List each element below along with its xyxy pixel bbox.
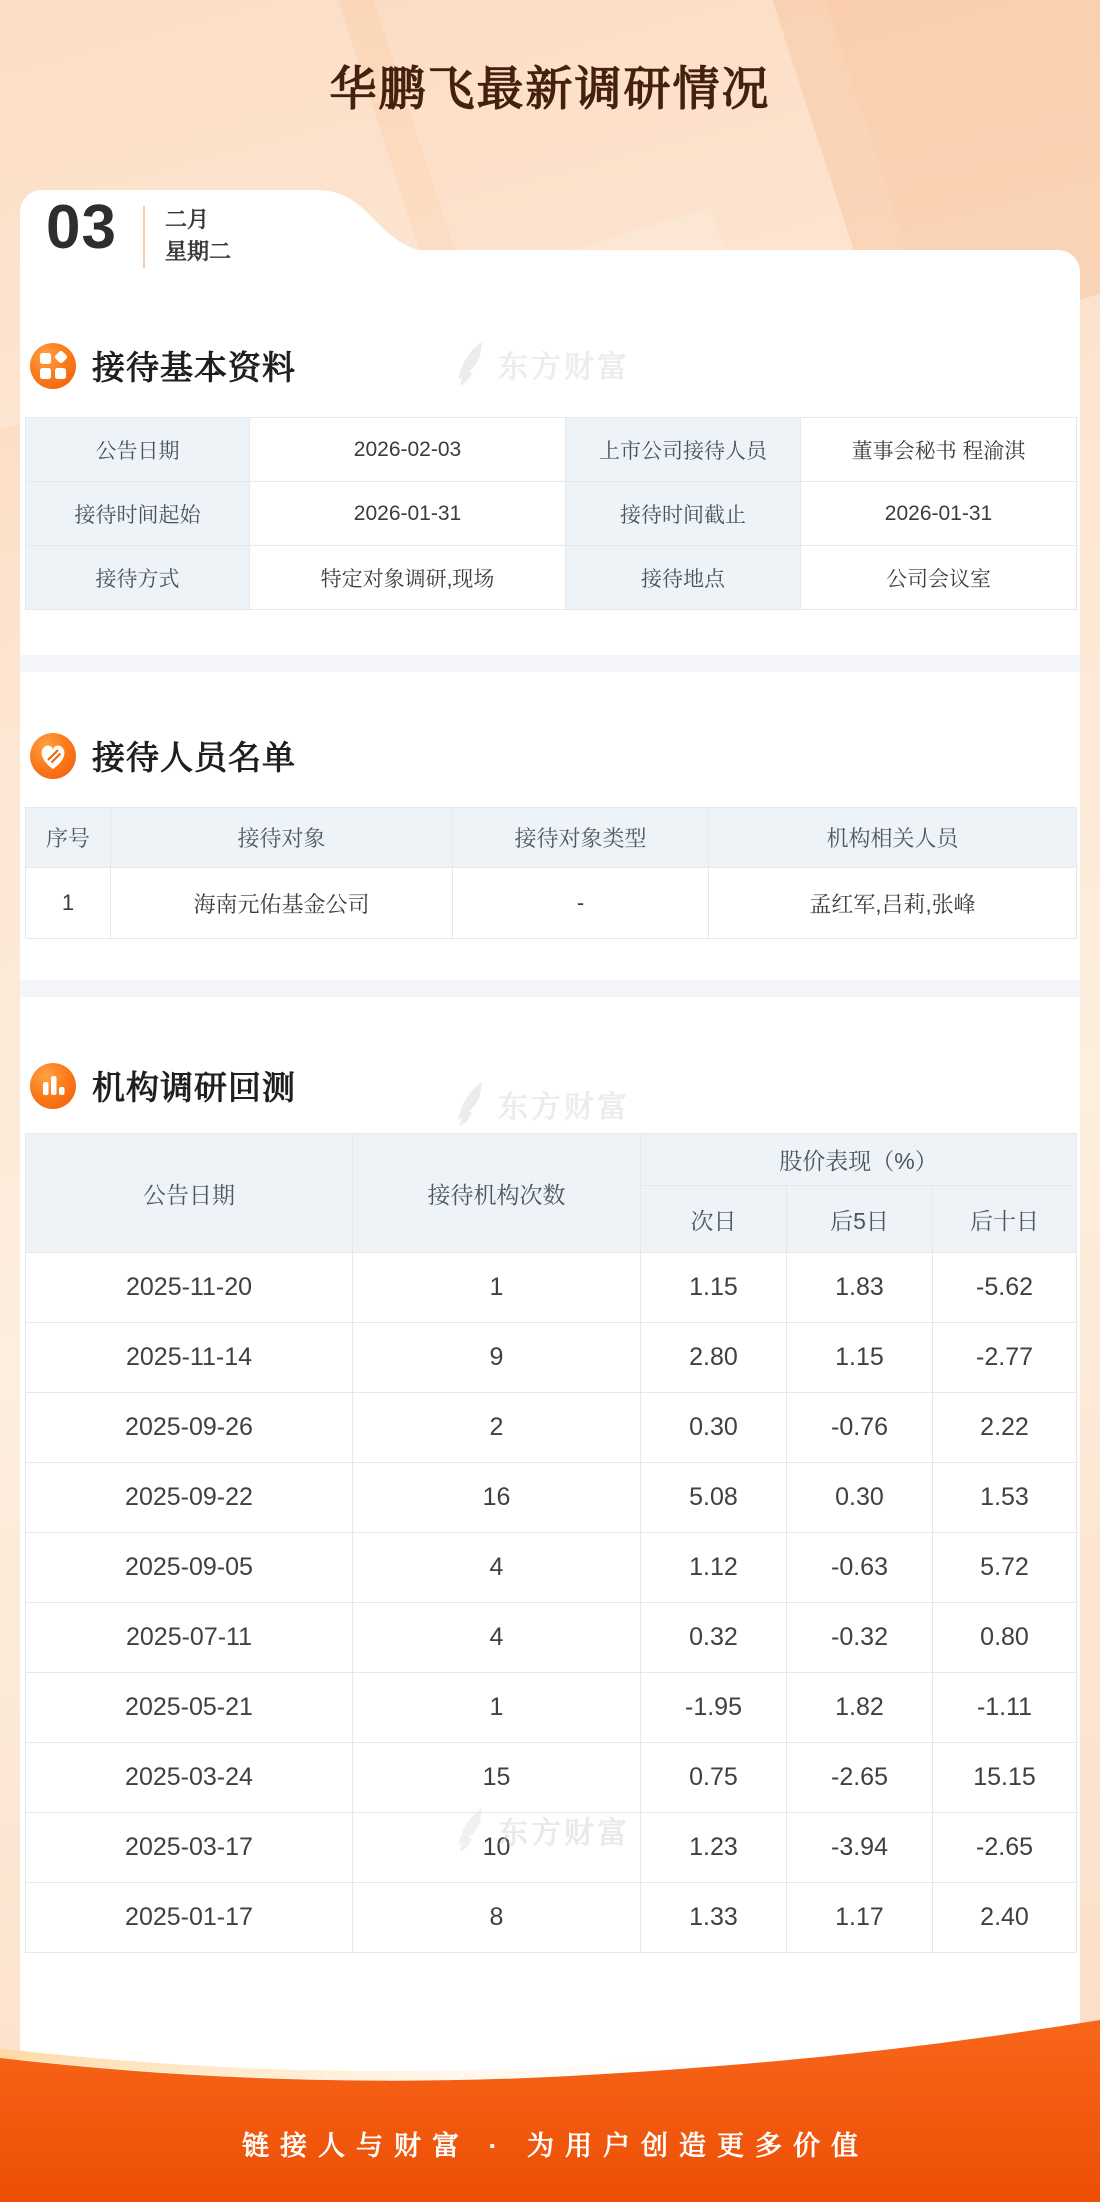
value-cell: -1.11 [933, 1673, 1077, 1743]
value-cell: 1.15 [787, 1323, 933, 1393]
value-cell: 0.30 [787, 1463, 933, 1533]
watermark-text: 东方财富 [498, 351, 630, 384]
table-row [26, 1323, 1077, 1393]
value-cell: 2.22 [933, 1393, 1077, 1463]
count-cell: 10 [353, 1813, 641, 1883]
value-cell: -0.32 [787, 1603, 933, 1673]
table-header-row [26, 1134, 1077, 1186]
date-divider [143, 206, 145, 268]
date-day: 03 [46, 193, 117, 262]
header-cell: 公告日期 [26, 1134, 353, 1253]
label-cell: 接待时间截止 [566, 482, 801, 546]
count-cell: 8 [353, 1883, 641, 1953]
label-cell: 接待地点 [566, 546, 801, 610]
value-cell: 1.23 [641, 1813, 787, 1883]
label-cell: 公告日期 [26, 418, 250, 482]
date-badge-curve [318, 190, 448, 254]
value-cell: - [453, 868, 709, 939]
header-cell: 接待对象类型 [453, 808, 709, 868]
value-cell: 0.32 [641, 1603, 787, 1673]
count-cell: 4 [353, 1603, 641, 1673]
value-cell: 2026-01-31 [801, 482, 1077, 546]
value-cell: 2026-01-31 [250, 482, 566, 546]
table-row [26, 482, 1077, 546]
value-cell: 1.33 [641, 1883, 787, 1953]
value-cell: 海南元佑基金公司 [111, 868, 453, 939]
value-cell: 5.08 [641, 1463, 787, 1533]
value-cell: 1.82 [787, 1673, 933, 1743]
personnel-table [25, 807, 1077, 939]
date-cell: 2025-03-17 [26, 1813, 353, 1883]
watermark-text: 东方财富 [498, 1817, 630, 1850]
date-month-weekday [165, 204, 231, 268]
value-cell: -5.62 [933, 1253, 1077, 1323]
date-cell: 2025-05-21 [26, 1673, 353, 1743]
header-cell: 机构相关人员 [709, 808, 1077, 868]
value-cell: 2.80 [641, 1323, 787, 1393]
value-cell: -3.94 [787, 1813, 933, 1883]
label-cell: 上市公司接待人员 [566, 418, 801, 482]
value-cell: 2026-02-03 [250, 418, 566, 482]
value-cell: -0.76 [787, 1393, 933, 1463]
date-cell: 2025-01-17 [26, 1883, 353, 1953]
eastmoney-logo-icon [452, 340, 490, 388]
value-cell: 1.83 [787, 1253, 933, 1323]
value-cell: 5.72 [933, 1533, 1077, 1603]
table-row [26, 418, 1077, 482]
table-row [26, 868, 1077, 939]
bar-chart-icon [30, 1063, 76, 1109]
section-title: 接待人员名单 [92, 739, 296, 776]
value-cell: 0.30 [641, 1393, 787, 1463]
value-cell: -2.65 [787, 1743, 933, 1813]
brand-watermark [452, 1806, 662, 1854]
basic-info-table [25, 417, 1077, 610]
watermark-text: 东方财富 [498, 1091, 630, 1124]
table-row [26, 1883, 1077, 1953]
count-cell: 2 [353, 1393, 641, 1463]
section-backtest-header [30, 1062, 296, 1109]
table-header-row [26, 808, 1077, 868]
value-cell: 15.15 [933, 1743, 1077, 1813]
date-cell: 2025-09-22 [26, 1463, 353, 1533]
brand-watermark [452, 340, 662, 388]
value-cell: 特定对象调研,现场 [250, 546, 566, 610]
section-divider [20, 980, 1080, 997]
handshake-heart-icon [30, 733, 76, 779]
value-cell: 公司会议室 [801, 546, 1077, 610]
footer-slogan: 链接人与财富 · 为用户创造更多价值 [242, 2131, 869, 2161]
page-title: 华鹏飞最新调研情况 [329, 62, 771, 115]
date-cell: 2025-09-26 [26, 1393, 353, 1463]
eastmoney-logo-icon [452, 1080, 490, 1128]
table-row [26, 1673, 1077, 1743]
section-personnel-header [30, 732, 296, 779]
header-cell: 后十日 [933, 1186, 1077, 1253]
label-cell: 接待时间起始 [26, 482, 250, 546]
eastmoney-logo-icon [452, 1806, 490, 1854]
table-row [26, 1253, 1077, 1323]
value-cell: -1.95 [641, 1673, 787, 1743]
value-cell: 2.40 [933, 1883, 1077, 1953]
label-cell: 接待方式 [26, 546, 250, 610]
header-cell: 接待对象 [111, 808, 453, 868]
table-row [26, 1393, 1077, 1463]
date-cell: 2025-11-14 [26, 1323, 353, 1393]
table-row [26, 1533, 1077, 1603]
count-cell: 1 [353, 1673, 641, 1743]
date-cell: 2025-03-24 [26, 1743, 353, 1813]
value-cell: 1.53 [933, 1463, 1077, 1533]
brand-watermark [452, 1080, 662, 1128]
value-cell: -0.63 [787, 1533, 933, 1603]
value-cell: -2.65 [933, 1813, 1077, 1883]
table-row [26, 546, 1077, 610]
value-cell: 1.12 [641, 1533, 787, 1603]
footer-wave [0, 2000, 1100, 2202]
header-cell: 序号 [26, 808, 111, 868]
section-title: 接待基本资料 [92, 349, 296, 386]
date-cell: 2025-11-20 [26, 1253, 353, 1323]
count-cell: 15 [353, 1743, 641, 1813]
date-cell: 2025-07-11 [26, 1603, 353, 1673]
table-row [26, 1743, 1077, 1813]
value-cell: 1.17 [787, 1883, 933, 1953]
value-cell: 0.75 [641, 1743, 787, 1813]
date-cell: 2025-09-05 [26, 1533, 353, 1603]
date-month: 二月 [165, 207, 210, 232]
count-cell: 4 [353, 1533, 641, 1603]
header-cell: 次日 [641, 1186, 787, 1253]
value-cell: 董事会秘书 程渝淇 [801, 418, 1077, 482]
header-cell-group: 股价表现（%） [641, 1134, 1077, 1186]
value-cell: 1.15 [641, 1253, 787, 1323]
section-divider [20, 655, 1080, 672]
value-cell: 0.80 [933, 1603, 1077, 1673]
value-cell: -2.77 [933, 1323, 1077, 1393]
value-cell: 1 [26, 868, 111, 939]
count-cell: 1 [353, 1253, 641, 1323]
count-cell: 9 [353, 1323, 641, 1393]
table-row [26, 1603, 1077, 1673]
date-weekday: 星期二 [165, 239, 232, 264]
table-row [26, 1463, 1077, 1533]
value-cell: 孟红军,吕莉,张峰 [709, 868, 1077, 939]
header-cell: 后5日 [787, 1186, 933, 1253]
section-title: 机构调研回测 [92, 1069, 296, 1106]
grid-icon [30, 343, 76, 389]
section-basic-header [30, 342, 296, 389]
count-cell: 16 [353, 1463, 641, 1533]
header-cell: 接待机构次数 [353, 1134, 641, 1253]
